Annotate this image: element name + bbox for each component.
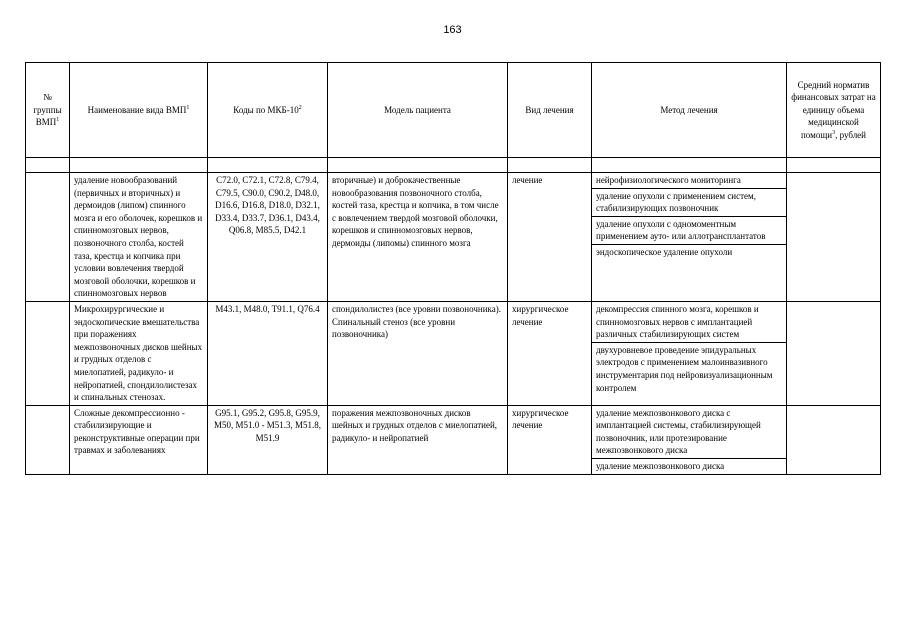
mkb-codes-cell: G95.1, G95.2, G95.8, G95.9, M50, M51.0 - M51.3, M51.8, M51.9 xyxy=(208,405,328,474)
vmp-name-cell: удаление новообразований (первичных и вторичных) и дермоидов (липом) спинного мозга и его оболочек, корешков и спинномозговых нервов, позвоночного столба, костей таза, крестца и копчика при условии вовлечения твердой мозговой оболочки, корешков и спинномозговых нервов xyxy=(70,173,208,302)
header-row xyxy=(26,63,881,158)
vmp-name-cell: Микрохирургические и эндоскопические вмешательства при поражениях межпозвоночных дисков шейных и грудных отделов с миелопатией, радикуло- и нейропатией, спондилолистезах и спинальных стенозах. xyxy=(70,301,208,405)
treatment-methods-cell xyxy=(592,301,787,405)
group-cell xyxy=(26,301,70,405)
header-treatment-method: Метод лечения xyxy=(592,63,787,158)
header-mkb-codes: Коды по МКБ-$10^2$ xyxy=(208,63,328,158)
table-row xyxy=(26,405,881,474)
group-cell xyxy=(26,173,70,302)
patient-model-cell: вторичные) и доброкачественные новообразования позвоночного столба, костей таза, крестца и копчика, в том числе с вовлечением твердой мозговой оболочки, корешков и спинномозговых нервов, дермоиды (липомы) спинного мозга xyxy=(328,173,508,302)
spacer-row xyxy=(26,158,881,173)
treatment-type-cell: хирургическое лечение xyxy=(508,405,592,474)
header-group-number: № группы ВМП$^1$ xyxy=(26,63,70,158)
group-cell xyxy=(26,405,70,474)
mkb-codes-cell: M43.1, M48.0, T91.1, Q76.4 xyxy=(208,301,328,405)
vmp-name-cell: Сложные декомпрессионно - стабилизирующие и реконструктивные операции при травмах и заболеваниях xyxy=(70,405,208,474)
method-item: декомпрессия спинного мозга, корешков и спинномозговых нервов с имплантацией различных стабилизирующих систем xyxy=(592,302,786,343)
treatment-methods-cell xyxy=(592,405,787,474)
treatment-type-cell: лечение xyxy=(508,173,592,302)
header-treatment-type: Вид лечения xyxy=(508,63,592,158)
header-patient-model: Модель пациента xyxy=(328,63,508,158)
method-item: нейрофизиологического мониторинга xyxy=(592,173,786,189)
method-item: удаление опухоли с применением систем, стабилизирующих позвоночник xyxy=(592,189,786,217)
table-row xyxy=(26,173,881,302)
table-row xyxy=(26,301,881,405)
cost-cell xyxy=(787,301,881,405)
vmp-table xyxy=(25,62,881,475)
method-item: удаление межпозвонкового диска xyxy=(596,461,725,472)
header-vmp-name: Наименование вида ВМП$^1$ xyxy=(70,63,208,158)
method-item: двухуровневое проведение эпидуральных электродов с применением малоинвазивного инструментария под нейровизуализационным контролем xyxy=(596,344,773,393)
patient-model-cell: спондилолистез (все уровни позвоночника). Спинальный стеноз (все уровни позвоночника) xyxy=(328,301,508,405)
treatment-methods-cell xyxy=(592,173,787,302)
treatment-type-cell: хирургическое лечение xyxy=(508,301,592,405)
method-item: удаление опухоли с одномоментным применением ауто- или аллотрансплантатов xyxy=(592,217,786,245)
cost-cell xyxy=(787,405,881,474)
mkb-codes-cell: C72.0, C72.1, C72.8, C79.4, C79.5, C90.0, C90.2, D48.0, D16.6, D16.8, D18.0, D32.1, D33.4, D33.7, D36.1, D43.4, Q06.8, M85.5, D42.1 xyxy=(208,173,328,302)
method-item: удаление межпозвонкового диска с имплантацией системы, стабилизирующей позвоночник, или протезирование межпозвонкового диска xyxy=(592,406,786,459)
cost-cell xyxy=(787,173,881,302)
patient-model-cell: поражения межпозвоночных дисков шейных и грудных отделов с миелопатией, радикуло- и нейропатией xyxy=(328,405,508,474)
page-number: 163 xyxy=(443,24,462,36)
header-cost: Средний норматив финансовых затрат на единицу объема медицинской помощи$^3$, рублей xyxy=(787,63,881,158)
method-item: эндоскопическое удаление опухоли xyxy=(596,246,733,257)
